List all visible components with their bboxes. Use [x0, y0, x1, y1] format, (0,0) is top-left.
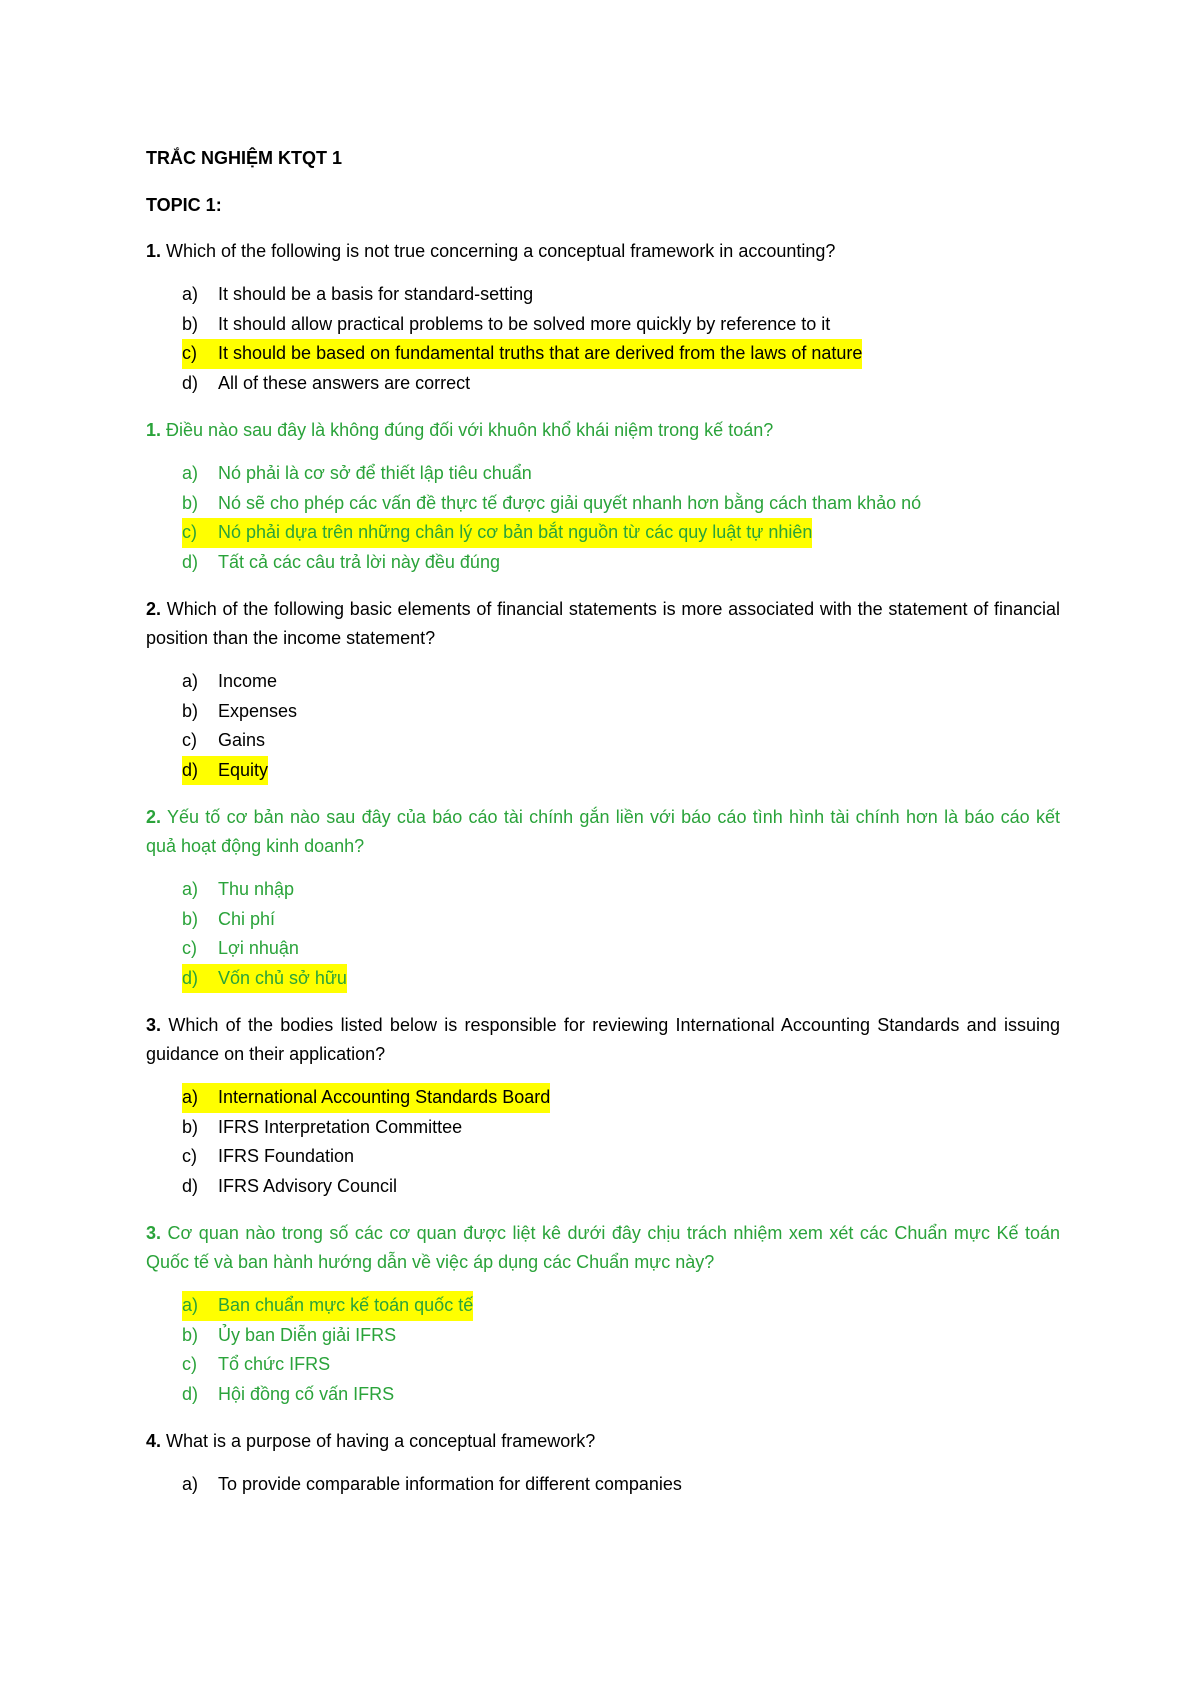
question-body: Which of the following basic elements of financial statements is more associated with the statement of financial position than the income statement? — [146, 599, 1060, 648]
document-body — [146, 144, 1060, 1500]
option-letter: a) — [182, 879, 199, 899]
option-text: IFRS Advisory Council — [218, 1175, 398, 1196]
answer-option — [146, 1380, 1060, 1410]
option-text: Expenses — [218, 700, 298, 721]
option-text: It should allow practical problems to be solved more quickly by reference to it — [218, 313, 831, 334]
answer-option-highlighted — [146, 1083, 1060, 1113]
option-text: Tổ chức IFRS — [218, 1354, 331, 1374]
option-list — [146, 1470, 1060, 1500]
option-list — [146, 1083, 1060, 1201]
option-letter: d) — [182, 551, 199, 572]
option-letter: c) — [182, 938, 197, 958]
option-letter: a) — [182, 1474, 199, 1494]
option-text: Ban chuẩn mực kế toán quốc tế — [218, 1291, 473, 1321]
answer-option-highlighted — [146, 1291, 1060, 1321]
question-number: 2. — [146, 807, 162, 827]
option-text: Vốn chủ sở hữu — [218, 964, 347, 994]
option-letter: b) — [182, 492, 199, 513]
question-number: 4. — [146, 1431, 162, 1451]
option-text: Income — [218, 671, 278, 691]
option-text: It should be a basis for standard-setting — [218, 284, 534, 304]
answer-option-highlighted — [146, 518, 1060, 548]
answer-option — [146, 1350, 1060, 1380]
option-letter: b) — [182, 1116, 199, 1137]
question-block — [146, 803, 1060, 993]
question-block — [146, 1219, 1060, 1409]
option-letter: b) — [182, 908, 199, 929]
answer-option — [146, 1142, 1060, 1172]
option-letter: d) — [182, 756, 218, 786]
answer-option — [146, 489, 1060, 519]
question-body: Which of the bodies listed below is responsible for reviewing International Accounting Standards and issuing guidance on their application? — [146, 1015, 1060, 1064]
option-text: Nó phải dựa trên những chân lý cơ bản bắt nguồn từ các quy luật tự nhiên — [218, 518, 812, 548]
option-list — [146, 459, 1060, 577]
option-list — [146, 875, 1060, 993]
option-list — [146, 1291, 1060, 1409]
option-text: Thu nhập — [218, 879, 295, 899]
question-text — [146, 595, 1060, 653]
option-letter: a) — [182, 1291, 218, 1321]
option-letter: b) — [182, 1324, 199, 1345]
option-text: Equity — [218, 756, 268, 786]
option-letter: a) — [182, 671, 199, 691]
option-text: It should be based on fundamental truths that are derived from the laws of nature — [218, 339, 862, 369]
option-text: Nó sẽ cho phép các vấn đề thực tế được giải quyết nhanh hơn bằng cách tham khảo nó — [218, 492, 922, 513]
option-letter: d) — [182, 1383, 199, 1404]
answer-option — [146, 459, 1060, 489]
question-number: 1. — [146, 241, 162, 261]
answer-option — [146, 1113, 1060, 1143]
answer-option — [146, 875, 1060, 905]
question-list — [146, 237, 1060, 1500]
question-text — [146, 1427, 1060, 1456]
option-text: IFRS Foundation — [218, 1146, 355, 1166]
question-block — [146, 595, 1060, 785]
document-title: TRẮC NGHIỆM KTQT 1 — [146, 148, 342, 168]
option-text: International Accounting Standards Board — [218, 1083, 550, 1113]
answer-option — [146, 905, 1060, 935]
answer-option — [146, 1172, 1060, 1202]
option-letter: d) — [182, 964, 218, 994]
answer-option — [146, 310, 1060, 340]
option-text: Chi phí — [218, 908, 276, 929]
question-text — [146, 1011, 1060, 1069]
answer-option-highlighted — [146, 756, 1060, 786]
answer-option — [146, 548, 1060, 578]
question-block — [146, 1427, 1060, 1500]
option-text: Tất cả các câu trả lời này đều đúng — [218, 551, 500, 572]
option-list — [146, 667, 1060, 785]
question-number: 3. — [146, 1015, 162, 1035]
option-text: To provide comparable information for different companies — [218, 1474, 682, 1494]
question-body: Which of the following is not true concerning a conceptual framework in accounting? — [166, 241, 836, 261]
option-text: Hội đồng cố vấn IFRS — [218, 1383, 395, 1404]
option-letter: b) — [182, 313, 199, 334]
answer-option — [146, 934, 1060, 964]
question-text — [146, 1219, 1060, 1277]
answer-option — [146, 1321, 1060, 1351]
option-letter: d) — [182, 1175, 199, 1196]
question-body: What is a purpose of having a conceptual framework? — [166, 1431, 596, 1451]
option-letter: d) — [182, 372, 199, 393]
answer-option — [146, 667, 1060, 697]
question-block — [146, 416, 1060, 577]
option-text: Nó phải là cơ sở để thiết lập tiêu chuẩn — [218, 463, 532, 483]
question-number: 1. — [146, 420, 162, 440]
option-letter: a) — [182, 1083, 218, 1113]
answer-option-highlighted — [146, 964, 1060, 994]
option-list — [146, 280, 1060, 398]
topic-heading: TOPIC 1: — [146, 195, 222, 215]
option-letter: a) — [182, 284, 199, 304]
question-number: 3. — [146, 1223, 162, 1243]
answer-option — [146, 726, 1060, 756]
option-text: Ủy ban Diễn giải IFRS — [218, 1324, 397, 1345]
answer-option-highlighted — [146, 339, 1060, 369]
option-letter: b) — [182, 700, 199, 721]
option-letter: c) — [182, 1354, 197, 1374]
option-letter: c) — [182, 730, 197, 750]
question-block — [146, 1011, 1060, 1201]
option-letter: c) — [182, 518, 218, 548]
option-text: All of these answers are correct — [218, 372, 471, 393]
option-text: Gains — [218, 730, 266, 750]
option-text: Lợi nhuận — [218, 938, 299, 958]
option-letter: c) — [182, 339, 218, 369]
question-text — [146, 416, 1060, 445]
question-number: 2. — [146, 599, 162, 619]
answer-option — [146, 280, 1060, 310]
answer-option — [146, 369, 1060, 399]
question-text — [146, 803, 1060, 861]
question-text — [146, 237, 1060, 266]
option-text: IFRS Interpretation Committee — [218, 1116, 463, 1137]
option-letter: a) — [182, 463, 199, 483]
question-body: Cơ quan nào trong số các cơ quan được liệt kê dưới đây chịu trách nhiệm xem xét các Chuẩn mực Kế toán Quốc tế và ban hành hướng dẫn về việc áp dụng các Chuẩn mực này? — [146, 1223, 1060, 1272]
answer-option — [146, 1470, 1060, 1500]
option-letter: c) — [182, 1146, 197, 1166]
answer-option — [146, 697, 1060, 727]
question-block — [146, 237, 1060, 398]
question-body: Yếu tố cơ bản nào sau đây của báo cáo tài chính gắn liền với báo cáo tình hình tài chính hơn là báo cáo kết quả hoạt động kinh doanh? — [146, 807, 1060, 856]
question-body: Điều nào sau đây là không đúng đối với khuôn khổ khái niệm trong kế toán? — [166, 420, 774, 440]
